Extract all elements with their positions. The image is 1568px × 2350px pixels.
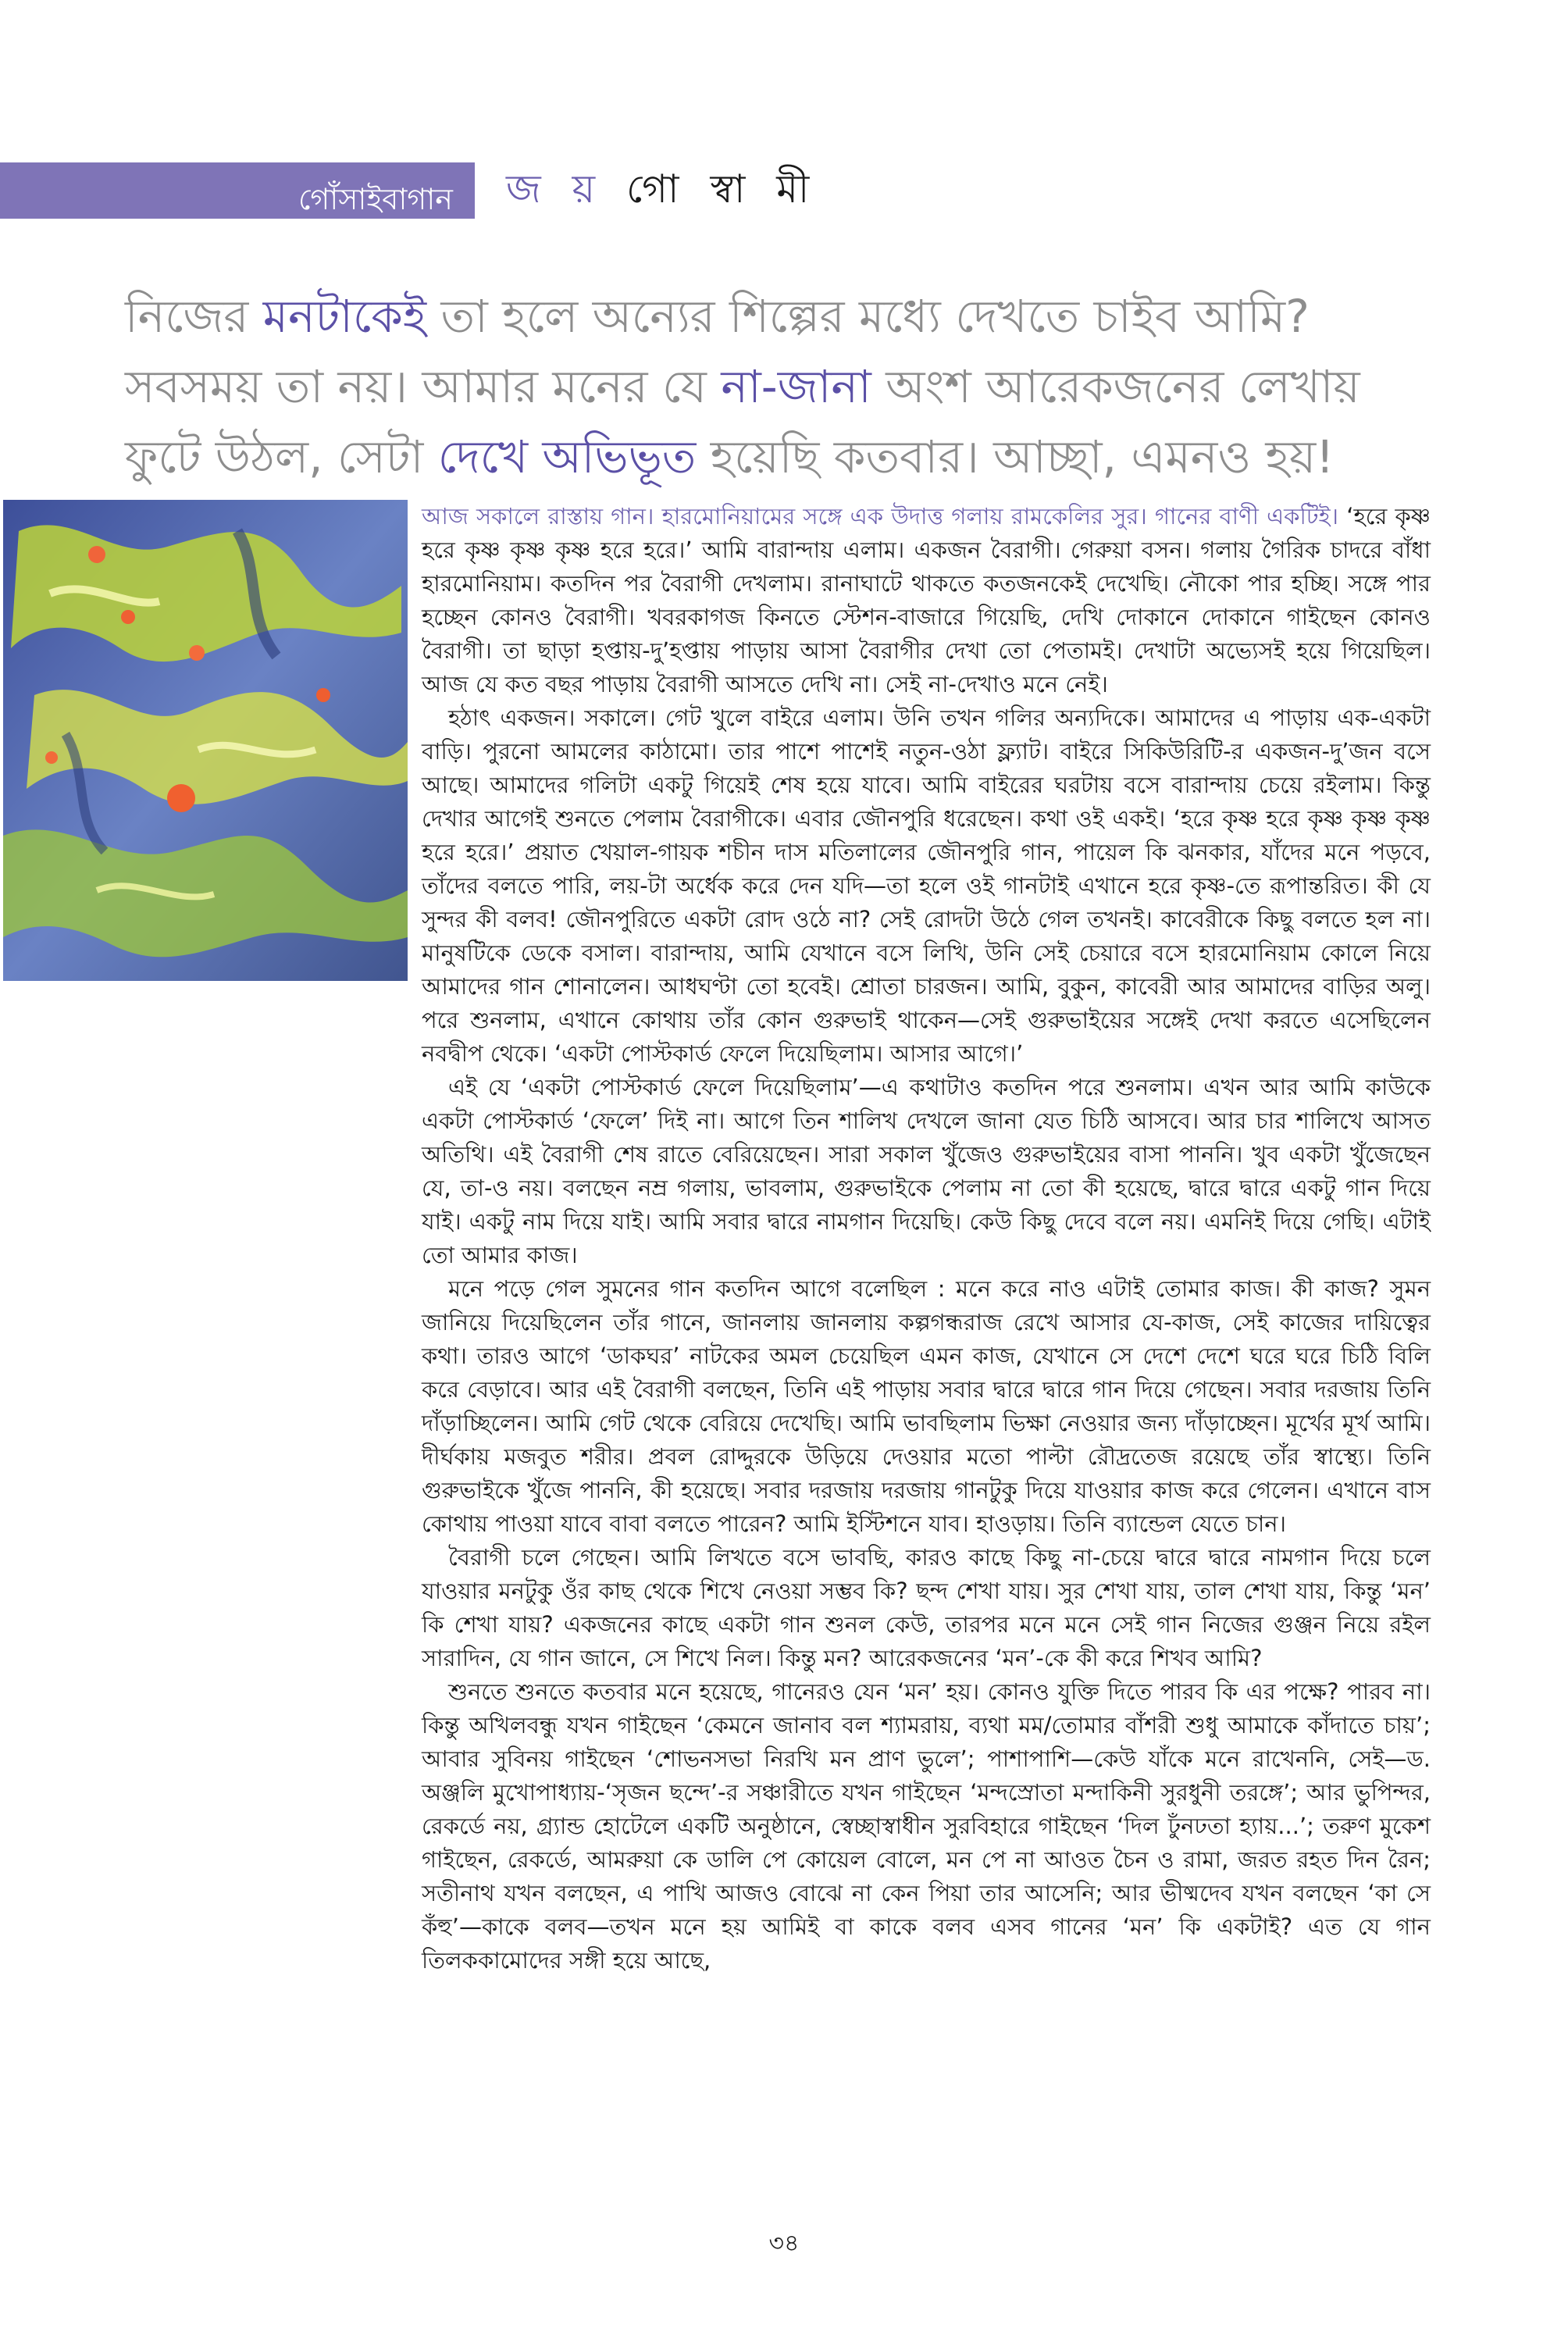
article-paragraph: হঠাৎ একজন। সকালে। গেট খুলে বাইরে এলাম। উনি তখন গলির অন্যদিকে। আমাদের এ পাড়ায় এক-একটা বাড়ি। পুরনো আমলের কাঠামো। তার পাশে পাশেই নতুন-ওঠা ফ্ল্যাট। বাইরে সিকিউরিটি-র একজন-দু’জন বসে আছে। আমাদের গলিটা একটু গিয়েই শেষ হয়ে যাবে। আমি বাইরের ঘরটায় বসে বারান্দায় চেয়ে রইলাম। কিন্তু দেখার আগেই শুনতে পেলাম বৈরাগীকে। এবার জৌনপুরি ধরেছেন। কথা ওই একই। ‘হরে কৃষ্ণ হরে কৃষ্ণ কৃষ্ণ কৃষ্ণ হরে হরে।’ প্রয়াত খেয়াল-গায়ক শচীন দাস মতিলালের জৌনপুরি গান, পায়েল কি ঝনকার, যাঁদের মনে পড়বে, তাঁদের বলতে পারি, লয়-টা অর্ধেক করে দেন যদি—তা হলে ওই গানটাই এখানে হরে কৃষ্ণ-তে রূপান্তরিত। কী যে সুন্দর কী বলব! জৌনপুরিতে একটা রোদ ওঠে না? সেই রোদটা উঠে গেল তখনই। কাবেরীকে কিছু বলতে হল না। মানুষটিকে ডেকে বসাল। বারান্দায়, আমি যেখানে বসে লিখি, উনি সেই চেয়ারে বসে হারমোনিয়াম কোলে নিয়ে আমাদের গান শোনালেন। আধঘণ্টা তো হবেই। শ্রোতা চারজন। আমি, বুকুন, কাবেরী আর আমাদের বাড়ির অলু। পরে শুনলাম, এখানে কোথায় তাঁর কোন গুরুভাই থাকেন—সেই গুরুভাইয়ের সঙ্গেই দেখা করতে এসেছিলেন নবদ্বীপ থেকে। ‘একটা পোস্টকার্ড ফেলে দিয়েছিলাম। আসার আগে।’ [422,704,1431,1067]
article-lead-text: আজ সকালে রাস্তায় গান। হারমোনিয়ামের সঙ্গে এক উদাত্ত গলায় রামকেলির সুর। গানের বাণী একটিই। [422,503,1339,530]
page-number: ৩৪ [768,2230,800,2257]
article-paragraph: বৈরাগী চলে গেছেন। আমি লিখতে বসে ভাবছি, কারও কাছে কিছু না-চেয়ে দ্বারে দ্বারে নামগান দিয়ে চলে যাওয়ার মনটুকু ওঁর কাছ থেকে শিখে নেওয়া সম্ভব কি? ছন্দ শেখা যায়। সুর শেখা যায়, তাল শেখা যায়, কিন্তু ‘মন’ কি শেখা যায়? একজনের কাছে একটা গান শুনল কেউ, তারপর মনে মনে সেই গান নিজের গুঞ্জন নিয়ে রইল সারাদিন, যে গান জানে, সে শিখে নিল। কিন্তু মন? আরেকজনের ‘মন’-কে কী করে শিখব আমি? [422,1544,1431,1671]
pull-quote-text: অংশ আরেকজনের লেখায় [871,360,1360,413]
article-body [422,500,1431,1977]
pull-quote-text: হয়েছি কতবার। আচ্ছা, এমনও হয়! [696,430,1335,483]
pull-quote-highlight: দেখে অভিভূত [437,430,697,483]
article-paragraph: মনে পড়ে গেল সুমনের গান কতদিন আগে বলেছিল : মনে করে নাও এটাই তোমার কাজ। কী কাজ? সুমন জানিয়ে দিয়েছিলেন তাঁর গানে, জানলায় জানলায় কল্পগন্ধরাজ রেখে আসার যে-কাজ, সেই কাজের দায়িত্বের কথা। তারও আগে ‘ডাকঘর’ নাটকের অমল চেয়েছিল এমন কাজ, যেখানে সে দেশে দেশে ঘরে ঘরে চিঠি বিলি করে বেড়াবে। আর এই বৈরাগী বলছেন, তিনি এই পাড়ায় সবার দ্বারে দ্বারে গান দিয়ে গেছেন। সবার দরজায় তিনি দাঁড়াচ্ছিলেন। আমি গেট থেকে বেরিয়ে দেখেছি। আমি ভাবছিলাম ভিক্ষা নেওয়ার জন্য দাঁড়াচ্ছেন। মূর্খের মূর্খ আমি। দীর্ঘকায় মজবুত শরীর। প্রবল রোদ্দুরকে উড়িয়ে দেওয়ার মতো পাল্টা রৌদ্রতেজ রয়েছে তাঁর স্বাস্থ্যে। তিনি গুরুভাইকে খুঁজে পাননি, কী হয়েছে। সবার দরজায় দরজায় গানটুকু দিয়ে যাওয়ার কাজ করে গেলেন। এখানে বাস কোথায় পাওয়া যাবে বাবা বলতে পারেন? আমি ইস্টিশনে যাব। হাওড়ায়। তিনি ব্যান্ডেল যেতে চান। [422,1275,1431,1537]
author-first-name: জ য় [506,166,605,212]
article-paragraph: এই যে ‘একটা পোস্টকার্ড ফেলে দিয়েছিলাম’—এ কথাটাও কতদিন পরে শুনলাম। এখন আর আমি কাউকে একটা পোস্টকার্ড ‘ফেলে’ দিই না। আগে তিন শালিখ দেখলে জানা যেত চিঠি আসবে। আর চার শালিখে আসত অতিথি। এই বৈরাগী শেষ রাতে বেরিয়েছেন। সারা সকাল খুঁজেও গুরুভাইয়ের বাসা পাননি। খুব একটা খুঁজেছেন যে, তা-ও নয়। বলছেন নম্র গলায়, ভাবলাম, গুরুভাইকে পেলাম না তো কী হয়েছে, দ্বারে দ্বারে একটু গান দিয়ে যাই। একটু নাম দিয়ে যাই। আমি সবার দ্বারে নামগান দিয়েছি। কেউ কিছু দেবে বলে নয়। এমনিই দিয়ে গেছি। এটাই তো আমার কাজ। [422,1074,1431,1268]
article-paragraph-text: ‘হরে কৃষ্ণ হরে কৃষ্ণ কৃষ্ণ কৃষ্ণ হরে হরে।’ আমি বারান্দায় এলাম। একজন বৈরাগী। গেরুয়া বসন। গলায় গৈরিক চাদরে বাঁধা হারমোনিয়াম। কতদিন পর বৈরাগী দেখলাম। রানাঘাটে থাকতে কতজনকেই দেখেছি। নৌকো পার হচ্ছি। সঙ্গে পার হচ্ছেন কোনও বৈরাগী। খবরকাগজ কিনতে স্টেশন-বাজারে গিয়েছি, দেখি দোকানে দোকানে গাইছেন কোনও বৈরাগী। তা ছাড়া হপ্তায়-দু’হপ্তায় পাড়ায় আসা বৈরাগীর দেখা তো পেতামই। দেখাটা অভ্যেসই হয়ে গিয়েছিল। আজ যে কত বছর পাড়ায় বৈরাগী আসতে দেখি না। সেই না-দেখাও মনে নেই। [422,503,1431,697]
pull-quote-text: নিজের [125,290,263,343]
author-name [506,161,818,217]
pull-quote [125,281,1452,492]
section-label: গোঁসাইবাগান [298,182,453,216]
pull-quote-text: ফুটে উঠল, সেটা [125,430,438,483]
abstract-painting-image [3,500,408,981]
pull-quote-text: তা হলে অন্যের শিল্পের মধ্যে দেখতে চাইব আমি? [426,290,1310,343]
section-header-bar [0,162,475,219]
pull-quote-text: সবসময় তা নয়। আমার মনের যে [125,360,722,413]
article-paragraph: শুনতে শুনতে কতবার মনে হয়েছে, গানেরও যেন ‘মন’ হয়। কোনও যুক্তি দিতে পারব কি এর পক্ষে? পারব না। কিন্তু অখিলবন্ধু যখন গাইছেন ‘কেমনে জানাব বল শ্যামরায়, ব্যথা মম/তোমার বাঁশরী শুধু আমাকে কাঁদাতে চায়’; আবার সুবিনয় গাইছেন ‘শোভনসভা নিরখি মন প্রাণ ভুলে’; পাশাপাশি—কেউ যাঁকে মনে রাখেননি, সেই—ড. অঞ্জলি মুখোপাধ্যায়-‘সৃজন ছন্দে’-র সঞ্চারীতে যখন গাইছেন ‘মন্দস্রোতা মন্দাকিনী সুরধুনী তরঙ্গে’; আর ভুপিন্দর, রেকর্ডে নয়, গ্র্যান্ড হোটেলে একটি অনুষ্ঠানে, স্বেচ্ছাস্বাধীন সুরবিহারে গাইছেন ‘দিল ঢুঁনঢতা হ্যায়...’; তরুণ মুকেশ গাইছেন, রেকর্ডে, আমরুয়া কে ডালি পে কোয়েল বোলে, মন পে না আওত চৈন ও রামা, জরত রহত দিন রৈন; সতীনাথ যখন বলছেন, এ পাখি আজও বোঝে না কেন পিয়া তার আসেনি; আর ভীষ্মদেব যখন বলছেন ‘কা সে কঁহু’—কাকে বলব—তখন মনে হয় আমিই বা কাকে বলব এসব গানের ‘মন’ কি একটাই? এত যে গান তিলককামোদের সঙ্গী হয়ে আছে, [422,1678,1431,1974]
author-last-name: গো স্বা মী [626,166,819,212]
painting-artwork [3,500,408,981]
article-paragraph [422,500,1431,701]
pull-quote-highlight: না-জানা [721,360,871,413]
pull-quote-highlight: মনটাকেই [262,290,427,343]
